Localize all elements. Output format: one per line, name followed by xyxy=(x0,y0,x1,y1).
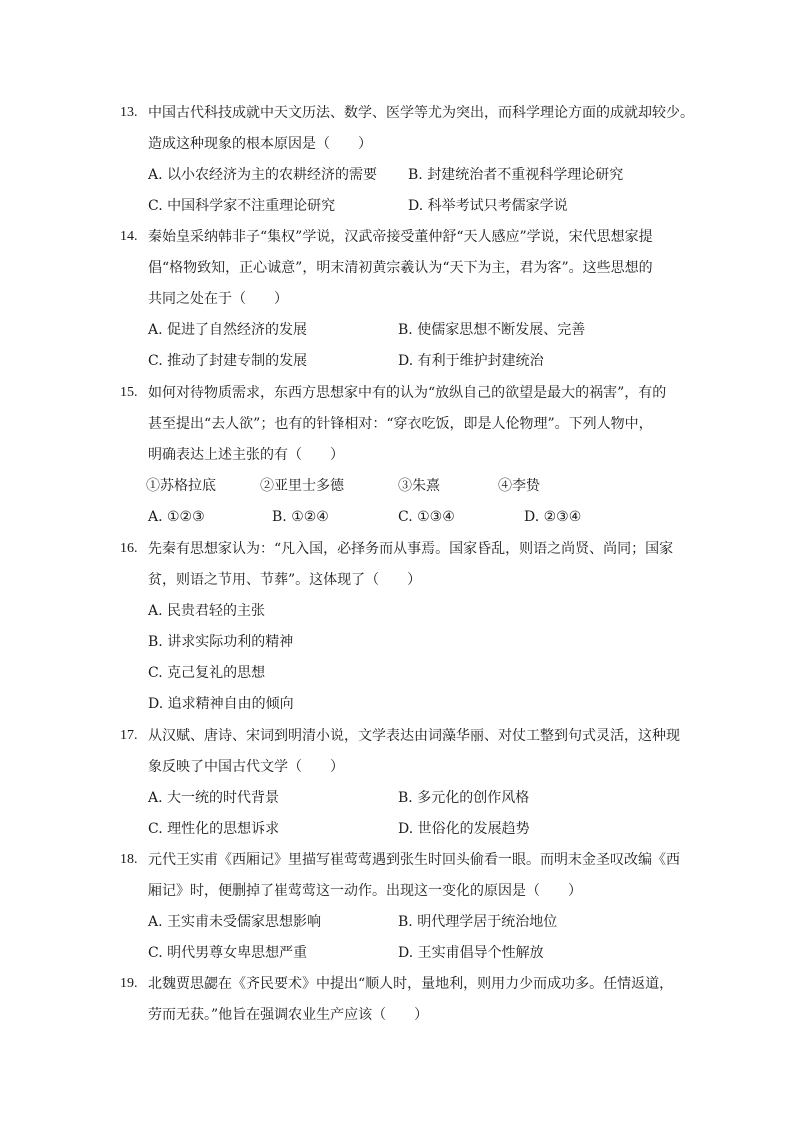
question-stem-line: 秦始皇采纳韩非子“集权”学说，汉武帝接受董仲舒“天人感应”学说，宋代思想家提 xyxy=(148,229,653,245)
option-a: A. 民贵君轻的主张 xyxy=(148,603,266,619)
option-c: C. 理性化的思想诉求 xyxy=(148,821,280,837)
item-3: ③朱熹 xyxy=(398,478,440,494)
option-c: C. 克己复礼的思想 xyxy=(148,665,266,681)
option-d: D. 有利于维护封建统治 xyxy=(398,353,544,369)
question-number: 14. xyxy=(120,229,138,244)
option-a: A. 大一统的时代背景 xyxy=(148,790,280,806)
question-stem-line: 共同之处在于（ ） xyxy=(148,291,288,307)
option-d: D. 科举考试只考儒家学说 xyxy=(408,198,568,214)
option-a: A. 王实甫未受儒家思想影响 xyxy=(148,914,322,930)
question-stem-line: 从汉赋、唐诗、宋词到明清小说，文学表达由词藻华丽、对仗工整到句式灵活，这种现 xyxy=(148,728,680,744)
question-stem-line: 中国古代科技成就中天文历法、数学、医学等尤为突出，而科学理论方面的成就却较少。 xyxy=(148,105,694,121)
option-a: A. ①②③ xyxy=(148,509,205,525)
question-stem-line: 厢记》时，便删掉了崔莺莺这一动作。出现这一变化的原因是（ ） xyxy=(148,883,582,899)
option-d: D. 世俗化的发展趋势 xyxy=(398,821,530,837)
option-b: B. 讲求实际功利的精神 xyxy=(148,634,294,650)
option-d: D. 追求精神自由的倾向 xyxy=(148,696,294,712)
option-c: C. 推动了封建专制的发展 xyxy=(148,353,308,369)
question-stem-line: 劳而无获。”他旨在强调农业生产应该（ ） xyxy=(148,1007,429,1023)
option-c: C. ①③④ xyxy=(398,509,455,525)
option-b: B. ①②④ xyxy=(272,509,329,525)
question-stem-line: 明确表达上述主张的有（ ） xyxy=(148,447,344,463)
option-c: C. 明代男尊女卑思想严重 xyxy=(148,945,308,961)
option-a: A. 以小农经济为主的农耕经济的需要 xyxy=(148,167,378,183)
question-number: 15. xyxy=(120,385,138,400)
item-4: ④李贽 xyxy=(498,478,540,494)
question-number: 17. xyxy=(120,728,138,743)
option-b: B. 多元化的创作风格 xyxy=(398,790,530,806)
item-2: ②亚里士多德 xyxy=(260,478,344,494)
question-number: 13. xyxy=(120,105,138,120)
option-d: D. 王实甫倡导个性解放 xyxy=(398,945,544,961)
item-1: ①苏格拉底 xyxy=(146,478,216,494)
question-stem-line: 如何对待物质需求，东西方思想家中有的认为“放纵自己的欲望是最大的祸害”，有的 xyxy=(148,385,667,401)
question-stem-line: 元代王实甫《西厢记》里描写崔莺莺遇到张生时回头偷看一眼。而明末金圣叹改编《西 xyxy=(148,852,680,868)
option-b: B. 封建统治者不重视科学理论研究 xyxy=(408,167,624,183)
question-stem-line: 倡“格物致知，正心诚意”，明末清初黄宗羲认为“天下为主，君为客”。这些思想的 xyxy=(148,260,653,276)
question-stem-line: 北魏贾思勰在《齐民要术》中提出“顺人时，量地利，则用力少而成功多。任情返道， xyxy=(148,976,674,992)
option-b: B. 使儒家思想不断发展、完善 xyxy=(398,322,586,338)
question-number: 18. xyxy=(120,852,138,867)
question-stem-line: 先秦有思想家认为：“凡入国，必择务而从事焉。国家昏乱，则语之尚贤、尚同；国家 xyxy=(148,541,674,557)
option-d: D. ②③④ xyxy=(524,509,582,525)
option-b: B. 明代理学居于统治地位 xyxy=(398,914,558,930)
question-stem-line: 象反映了中国古代文学（ ） xyxy=(148,759,344,775)
question-stem-line: 贫，则语之节用、节葬”。这体现了（ ） xyxy=(148,572,422,588)
option-c: C. 中国科学家不注重理论研究 xyxy=(148,198,336,214)
option-a: A. 促进了自然经济的发展 xyxy=(148,322,308,338)
question-stem-line: 甚至提出“去人欲”；也有的针锋相对：“穿衣吃饭，即是人伦物理”。下列人物中， xyxy=(148,416,653,432)
question-stem-line: 造成这种现象的根本原因是（ ） xyxy=(148,136,372,152)
question-number: 19. xyxy=(120,976,138,991)
question-number: 16. xyxy=(120,541,138,556)
